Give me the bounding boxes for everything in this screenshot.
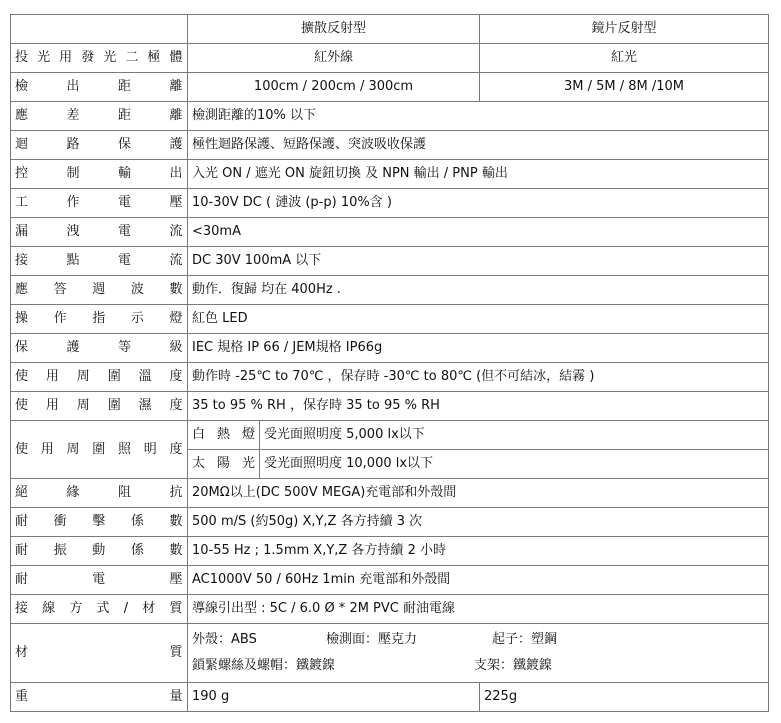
label-incandescent: 白熱燈	[188, 421, 260, 450]
material-bracket: 支架：鐵鍍鎳	[474, 658, 553, 673]
label-hysteresis: 應差距離	[11, 102, 188, 131]
label-insulation: 絕緣阻抗	[11, 479, 188, 508]
label-control: 控制輸出	[11, 160, 188, 189]
value-insulation: 20MΩ以上(DC 500V MEGA)充電部和外殼間	[188, 479, 769, 508]
value-material	[188, 624, 769, 683]
row-response	[11, 276, 769, 305]
row-rating	[11, 334, 769, 363]
value-rating: IEC 規格 IP 66 / JEM規格 IP66g	[188, 334, 769, 363]
row-withstand	[11, 566, 769, 595]
value-weight-mirror: 225g	[480, 683, 769, 712]
label-distance: 檢出距離	[11, 73, 188, 102]
row-indicator	[11, 305, 769, 334]
value-humidity: 35 to 95 % RH ，保存時 35 to 95 % RH	[188, 392, 769, 421]
value-response: 動作．復歸 均在 400Hz .	[188, 276, 769, 305]
label-protection: 迴路保護	[11, 131, 188, 160]
label-illuminance: 使用周圍照明度	[11, 421, 188, 479]
material-case: 外殼：ABS	[192, 632, 257, 647]
row-hysteresis	[11, 102, 769, 131]
material-line-1	[192, 627, 764, 653]
value-hysteresis: 檢測距離的10% 以下	[188, 102, 769, 131]
label-connection: 接線方式/材質	[11, 595, 188, 624]
value-contact: DC 30V 100mA 以下	[188, 247, 769, 276]
header-row	[11, 15, 769, 44]
value-emitter-diffuse: 紅外線	[188, 44, 480, 73]
row-weight	[11, 683, 769, 712]
value-vibration: 10-55 Hz ; 1.5mm X,Y,Z 各方持續 2 小時	[188, 537, 769, 566]
row-leakage	[11, 218, 769, 247]
value-withstand: AC1000V 50 / 60Hz 1min 充電部和外殼間	[188, 566, 769, 595]
row-voltage	[11, 189, 769, 218]
value-weight-diffuse: 190 g	[188, 683, 480, 712]
value-control: 入光 ON / 遮光 ON 旋鈕切換 及 NPN 輸出 / PNP 輸出	[188, 160, 769, 189]
label-rating: 保護等級	[11, 334, 188, 363]
label-sunlight: 太陽光	[188, 450, 260, 479]
value-connection: 導線引出型 : 5C / 6.0 Ø * 2M PVC 耐油電線	[188, 595, 769, 624]
value-temperature: 動作時 -25℃ to 70℃ ，保存時 -30℃ to 80℃ (但不可結冰，結霧 )	[188, 363, 769, 392]
label-voltage: 工作電壓	[11, 189, 188, 218]
label-material: 材質	[11, 624, 188, 683]
label-withstand: 耐電壓	[11, 566, 188, 595]
material-driver: 起子：塑鋼	[492, 632, 558, 647]
label-vibration: 耐振動係數	[11, 537, 188, 566]
row-illuminance-incandescent	[11, 421, 769, 450]
value-voltage: 10-30V DC ( 漣波 (p-p) 10%含 )	[188, 189, 769, 218]
label-indicator: 操作指示燈	[11, 305, 188, 334]
value-shock: 500 m/S (約50g) X,Y,Z 各方持續 3 次	[188, 508, 769, 537]
label-humidity: 使用周圍濕度	[11, 392, 188, 421]
row-temperature	[11, 363, 769, 392]
row-protection	[11, 131, 769, 160]
value-protection: 極性迴路保護、短路保護、突波吸收保護	[188, 131, 769, 160]
header-empty-cell	[11, 15, 188, 44]
header-mirror: 鏡片反射型	[480, 15, 769, 44]
header-diffuse: 擴散反射型	[188, 15, 480, 44]
row-material	[11, 624, 769, 683]
label-emitter: 投光用發光二極體	[11, 44, 188, 73]
row-connection	[11, 595, 769, 624]
label-contact: 接點電流	[11, 247, 188, 276]
row-distance	[11, 73, 769, 102]
value-indicator: 紅色 LED	[188, 305, 769, 334]
row-control	[11, 160, 769, 189]
label-response: 應答週波數	[11, 276, 188, 305]
row-shock	[11, 508, 769, 537]
label-temperature: 使用周圍溫度	[11, 363, 188, 392]
row-vibration	[11, 537, 769, 566]
row-contact	[11, 247, 769, 276]
value-leakage: <30mA	[188, 218, 769, 247]
material-face: 檢測面：壓克力	[326, 632, 418, 647]
row-insulation	[11, 479, 769, 508]
label-shock: 耐衝擊係數	[11, 508, 188, 537]
value-sunlight: 受光面照明度 10,000 lx以下	[260, 450, 769, 479]
value-emitter-mirror: 紅光	[480, 44, 769, 73]
value-distance-mirror: 3M / 5M / 8M /10M	[480, 73, 769, 102]
label-leakage: 漏洩電流	[11, 218, 188, 247]
material-line-2	[192, 653, 764, 679]
label-weight: 重量	[11, 683, 188, 712]
row-emitter	[11, 44, 769, 73]
value-incandescent: 受光面照明度 5,000 lx以下	[260, 421, 769, 450]
row-humidity	[11, 392, 769, 421]
material-screws: 鎖緊螺絲及螺帽：鐵鍍鎳	[192, 658, 336, 673]
spec-table	[10, 14, 769, 712]
value-distance-diffuse: 100cm / 200cm / 300cm	[188, 73, 480, 102]
